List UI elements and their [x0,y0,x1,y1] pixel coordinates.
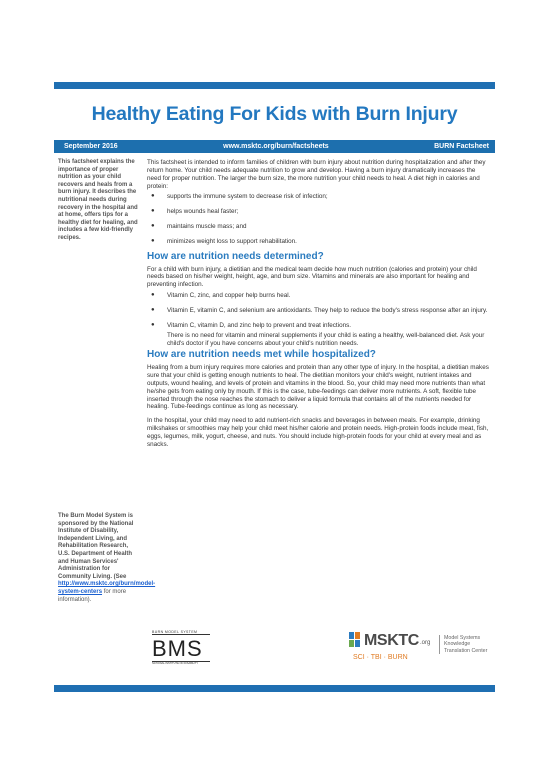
section1-paragraph: For a child with burn injury, a dietitian and the medical team decide how much nutrition (calories and protein) your child needs based on his/her weight, height, age, and burn size. Vitamins and minerals are also important for healing and preventing infection. [147,265,477,289]
list-item: ● Vitamin E, vitamin C, and selenium are antioxidants. They help to reduce the body's stress response after an injury. [151,306,488,314]
list-item: ● minimizes weight loss to support rehabilitation. [151,237,297,245]
section-heading-hospitalized: How are nutrition needs met while hospitalized? [147,349,376,361]
bullet-icon: ● [151,193,155,200]
msktc-logo [349,632,437,668]
list-item: ● helps wounds heal faster; [151,208,239,216]
bottom-color-bar [54,685,495,692]
intro-bullet-list [147,193,491,245]
bms-subcaption: NATIONAL INSTITUTE ON DISABILITY [152,661,210,665]
sidebar-sponsor [58,513,156,604]
logo-row [152,630,492,670]
list-item: ● Vitamin C, zinc, and copper help burns heal. [151,292,291,300]
main-content [147,159,491,452]
model-system-link[interactable]: http://www.msktc.org/burn/model-system-centers [58,581,156,595]
factsheet-url[interactable]: www.msktc.org/burn/factsheets [223,143,329,150]
msktc-full-name: Model Systems Knowledge Translation Center [439,635,494,654]
section-heading-needs-determined: How are nutrition needs determined? [147,250,324,262]
bms-letters: BMS [152,636,203,661]
sponsor-tail: for more information). [58,588,127,603]
msktc-mark-icon [349,632,361,648]
factsheet-page [54,82,495,692]
bms-logo [152,630,212,670]
bullet-icon: ● [151,321,155,328]
supplement-note: There is no need for vitamin and mineral supplements if your child is eating a healthy, well-balanced diet. Ask your child's doctor if you have concerns about your child's nutrition needs. [167,331,485,347]
page-title: Healthy Eating For Kids with Burn Injury [91,103,458,125]
sponsor-text: The Burn Model System is sponsored by the National Institute of Disability, Independent Living, and Rehabilitation Research, U.S. Department of Health and Human Services' Administration for Community Living. (See [58,513,134,580]
msktc-org: .org [420,640,431,646]
section2-paragraph-1: Healing from a burn injury requires more calories and protein than any other type of injury. In the hospital, a dietitian makes sure that your child is getting enough nutrients to heal. The dietitian monitors your child's weight, nutrient intakes and outputs, wound healing, and levels of protein and vitamins in the blood. So, your child may need more nutrients than what he/she gets from eating only by mouth. If this is the case, tube-feedings can deliver more nutrients. A soft, flexible tube inserted through the nose reaches the stomach to deliver a liquid formula that contains all of the nutrients needed for healing. Tube-feedings continue as long as necessary. [147,364,489,411]
top-color-bar [54,82,495,89]
msktc-tagline: SCI · TBI · BURN [353,654,408,661]
bullet-icon: ● [151,237,155,244]
info-bar [54,140,495,153]
list-item: ● Vitamin C, vitamin D, and zinc help to prevent and treat infections. [151,321,351,329]
list-item: ● supports the immune system to decrease risk of infection; [151,193,328,201]
bullet-icon: ● [151,292,155,299]
publication-date: September 2016 [64,143,118,150]
msktc-name: MSKTC [364,632,419,649]
vitamin-bullet-list [147,292,491,330]
bullet-icon: ● [151,306,155,313]
series-label: BURN Factsheet [434,143,489,150]
bullet-icon: ● [151,223,155,230]
list-item: ● maintains muscle mass; and [151,223,247,231]
bms-caption: BURN MODEL SYSTEM [152,630,210,635]
sidebar-summary: This factsheet explains the importance of proper nutrition as your child recovers and heals from a burn injury. It describes the nutritional needs during recovery in the hospital and at home, offers tips for a healthy diet for healing, and includes a few kid-friendly recipes. [58,159,138,241]
bullet-icon: ● [151,208,155,215]
section2-paragraph-2: In the hospital, your child may need to add nutrient-rich snacks and beverages in between meals. For example, drinking milkshakes or smoothies may help your child meet his/her calorie and protein needs. High-protein foods include meat, fish, eggs, legumes, milk, yogurt, cheese, and nuts. You should include high-protein foods for your child at every meal and as snacks. [147,417,489,448]
intro-paragraph: This factsheet is intended to inform families of children with burn injury about nutrition during hospitalization and after they return home. Your child needs adequate nutrition to grow and develop. Having a burn injury dramatically increases the need for proper nutrition. The larger the burn size, the more nutrition your child needs to heal. A diet high in calories and protein: [147,159,486,190]
